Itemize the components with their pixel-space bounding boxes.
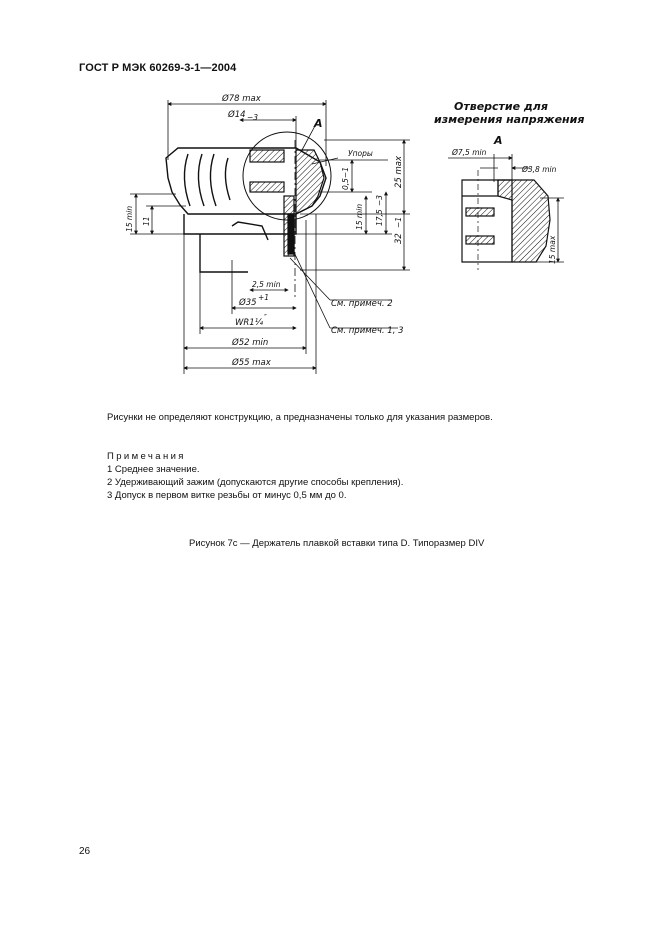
dim-h32-tol: −1	[394, 216, 403, 228]
detail-dim-d75: Ø7,5 min	[452, 148, 487, 157]
dim-d78: Ø78 max	[222, 94, 261, 104]
notes-title: Примечания	[107, 451, 186, 462]
dim-h32: 32	[394, 233, 404, 244]
detail-dim-h15: 15 max	[548, 235, 557, 264]
note-ref-2: См. примеч. 2	[331, 299, 393, 309]
drawing-svg	[0, 80, 661, 390]
note-ref-1-3: См. примеч. 1, 3	[331, 326, 404, 336]
dim-d52: Ø52 min	[232, 338, 269, 348]
dim-h17: 17,5	[375, 209, 384, 226]
dim-h17-tol: −3	[375, 194, 384, 206]
dim-h25: 25 max	[394, 155, 404, 188]
dim-h15-left: 15 min	[125, 205, 134, 232]
detail-title-line1: Отверстие для	[454, 100, 548, 113]
note-item: 1 Среднее значение.	[107, 464, 200, 475]
dim-h15-right: 15 min	[355, 203, 364, 230]
dim-gap: 0,5−1	[341, 167, 350, 190]
dim-d35-tol: +1	[258, 293, 270, 302]
dim-d55: Ø55 max	[232, 358, 271, 368]
label-a: A	[314, 117, 323, 130]
dim-w25: 2,5 min	[252, 280, 281, 289]
dim-d14: Ø14	[228, 110, 246, 120]
note-item: 3 Допуск в первом витке резьбы от минус 0,5 мм до 0.	[107, 490, 347, 501]
standard-header: ГОСТ Р МЭК 60269-3-1—2004	[79, 62, 237, 74]
detail-a-view	[462, 170, 550, 270]
dim-h11: 11	[142, 216, 151, 226]
detail-dim-d38: Ø3,8 min	[522, 165, 557, 174]
dim-d35: Ø35	[239, 298, 257, 308]
dim-stops: Упоры	[348, 149, 373, 158]
note-item: 2 Удерживающий зажим (допускаются другие способы крепления).	[107, 477, 404, 488]
figure-caption: Рисунок 7с — Держатель плавкой вставки типа D. Типоразмер DIV	[189, 538, 485, 549]
dim-thread-sup: ″	[264, 313, 267, 322]
figure-disclaimer: Рисунки не определяют конструкцию, а предназначены только для указания размеров.	[107, 412, 493, 423]
detail-label-a: A	[494, 134, 503, 147]
technical-drawing	[0, 80, 661, 390]
dim-thread: WR1¼	[235, 318, 263, 328]
dim-d14-tol: −3	[247, 113, 259, 122]
page-number: 26	[79, 846, 91, 857]
detail-title-line2: измерения напряжения	[434, 113, 585, 126]
